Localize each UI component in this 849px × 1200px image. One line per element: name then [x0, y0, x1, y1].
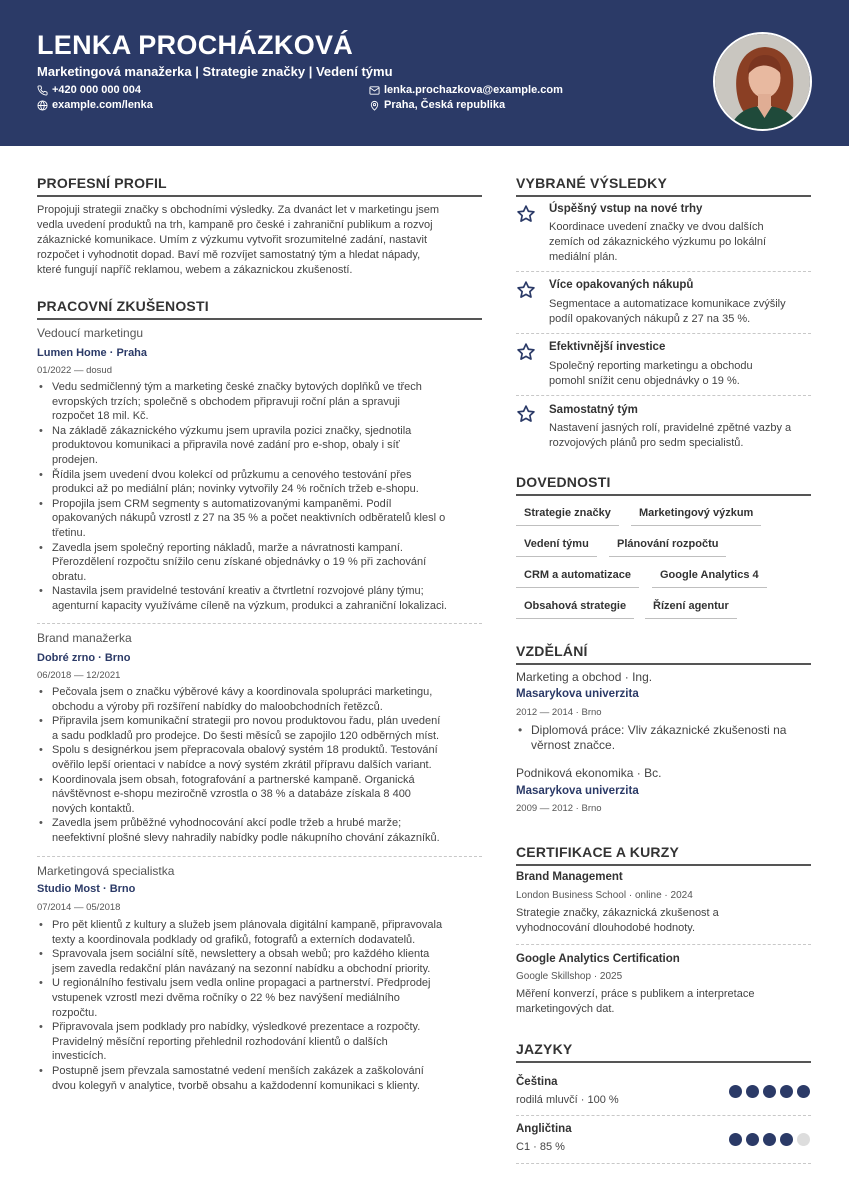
divider — [37, 623, 482, 624]
achievement-desc: Nastavení jasných rolí, pravidelné zpětné vazby a rozvojových plánů pro sedm specialistů. — [549, 422, 792, 449]
contact-email[interactable] — [369, 84, 563, 96]
phone-icon — [37, 85, 48, 96]
job-bullets — [37, 380, 487, 614]
cert-meta: Google Skillshop · 2025 — [516, 971, 623, 982]
job-dates: 07/2014 — 05/2018 — [37, 902, 121, 913]
achievements-section-title: VYBRANÉ VÝSLEDKY — [516, 175, 811, 197]
star-icon — [516, 280, 536, 300]
star-icon — [516, 404, 536, 424]
job-company: Dobré zrno · Brno — [37, 652, 131, 664]
cert-desc: Měření konverzí, práce s publikem a interpretace marketingových dat. — [516, 988, 755, 1015]
divider — [516, 271, 811, 272]
rating-dot — [780, 1133, 793, 1146]
profile-text — [37, 203, 487, 278]
profile-line: vedla uvedení produktů na trh, kampaně pro české i zahraniční publikum a rozvoj — [37, 219, 433, 231]
skill-tag: Řízení agentur — [645, 600, 737, 619]
job-company: Studio Most · Brno — [37, 883, 136, 895]
achievement-desc: Koordinace uvedení značky ve dvou dalších zemích od zákaznického výzkumu po lokální mediální plán. — [549, 221, 767, 263]
bullet-item: • Připravila jsem komunikační strategii pro novou produktovou řadu, plán uvedení a sadu podkladů pro prodejce. Do šesti měsíců se zapojilo 120 odběrných míst. — [37, 714, 487, 743]
website-text[interactable]: example.com/lenka — [52, 99, 153, 111]
bullet-item: • Propojila jsem CRM segmenty s automatizovanými kampaněmi. Podíl opakovaných nákupů vzrostl z 27 na 35 % a počet neaktivních odběratelů klesl o třetinu. — [37, 497, 487, 541]
language-rating — [729, 1085, 810, 1098]
bullet-item: • Spolu s designérkou jsem přepracovala obalový systém 18 produktů. Testování ověřilo lepší orientaci v nabídce a nový systém zkrátil přípravu dalších variant. — [37, 743, 487, 772]
language-level: C1 · 85 % — [516, 1141, 565, 1153]
divider — [516, 1163, 811, 1164]
phone-text: +420 000 000 004 — [52, 84, 142, 96]
education-section-title: VZDĚLÁNÍ — [516, 643, 811, 665]
achievement-title: Efektivnější investice — [549, 341, 666, 353]
bullet-item: • Na základě zákaznického výzkumu jsem upravila pozici značky, sjednotila produktovou komunikaci a připravila nové zadání pro e-shop, obaly i síť prodejen. — [37, 424, 487, 468]
candidate-name: LENKA PROCHÁZKOVÁ — [37, 30, 354, 60]
edu-dates: 2009 — 2012 · Brno — [516, 803, 602, 814]
divider — [516, 333, 811, 334]
edu-degree: Podniková ekonomika · Bc. — [516, 766, 662, 780]
header — [0, 0, 849, 146]
mail-icon — [369, 85, 380, 96]
language-rating — [729, 1133, 810, 1146]
cert-name: Brand Management — [516, 871, 623, 883]
contact-phone — [37, 84, 141, 96]
job-dates: 01/2022 — dosud — [37, 365, 113, 376]
achievement-desc: Společný reporting marketingu a obchodu pomohl snížit cenu objednávky o 19 %. — [549, 360, 753, 387]
profile-line: zákaznické komunikace. Umím z výzkumu vytvořit srozumitelné zadání, nastavit — [37, 234, 428, 246]
profile-section-title: PROFESNÍ PROFIL — [37, 175, 482, 197]
cert-meta: London Business School · online · 2024 — [516, 890, 693, 901]
divider — [516, 395, 811, 396]
skill-tag: Obsahová strategie — [516, 600, 634, 619]
edu-school: Masarykova univerzita — [516, 785, 639, 797]
rating-dot — [763, 1085, 776, 1098]
language-name: Angličtina — [516, 1123, 572, 1135]
job-title: Brand manažerka — [37, 631, 132, 645]
bullet-item: • Postupně jsem převzala samostatné vedení menších zakázek a zaškolování dvou kolegyň v analytice, tvorbě obsahu a každodenní komunikaci s klienty. — [37, 1064, 487, 1093]
email-text[interactable]: lenka.prochazkova@example.com — [384, 84, 563, 96]
bullet-item: • Diplomová práce: Vliv zákaznické zkušenosti na věrnost značce. — [516, 723, 811, 753]
bullet-item: • Připravovala jsem podklady pro nabídky, výsledkové prezentace a rozpočty. Pravidelný měsíční reporting přehlednil rozhodování klientů o dalších investicích. — [37, 1020, 487, 1064]
job-bullets — [37, 918, 487, 1093]
bullet-item: • Zavedla jsem společný reporting nákladů, marže a návratnosti kampaní. Přerozdělení rozpočtu snížilo cenu získané objednávky o 19 % při zachování obratu. — [37, 541, 487, 585]
rating-dot — [729, 1133, 742, 1146]
bullet-item: • Řídila jsem uvedení dvou kolekcí od průzkumu a cenového testování přes produkci až po mediální plán; novinky vytvořily 24 % ročních tržeb e-shopu. — [37, 468, 487, 497]
profile-photo — [713, 32, 812, 131]
rating-dot — [797, 1133, 810, 1146]
edu-school: Masarykova univerzita — [516, 688, 639, 700]
bullet-item: • Pečovala jsem o značku výběrové kávy a koordinovala spolupráci marketingu, obchodu a výroby při rozšíření nabídky do maloobchodních řetězců. — [37, 685, 487, 714]
edu-bullets — [516, 723, 811, 753]
skill-tag: Vedení týmu — [516, 538, 597, 557]
star-icon — [516, 342, 536, 362]
edu-degree: Marketing a obchod · Ing. — [516, 670, 653, 684]
bullet-item: • Nastavila jsem pravidelné testování kreativ a čtvrtletní rozvojové plány týmu; agenturní kapacity využíváme cíleně na výzkum, produkci a zahraniční lokalizaci. — [37, 584, 487, 613]
edu-dates: 2012 — 2014 · Brno — [516, 707, 602, 718]
profile-line: Propojuji strategii značky s obchodními výsledky. Za dvanáct let v marketingu jsem — [37, 204, 440, 216]
cert-name: Google Analytics Certification — [516, 953, 680, 965]
globe-icon — [37, 100, 48, 111]
rating-dot — [729, 1085, 742, 1098]
skill-tag: Marketingový výzkum — [631, 507, 761, 526]
languages-section-title: JAZYKY — [516, 1041, 811, 1063]
job-title: Marketingová specialistka — [37, 864, 175, 878]
job-title: Vedoucí marketingu — [37, 326, 144, 340]
skill-tag: CRM a automatizace — [516, 569, 639, 588]
location-pin-icon — [369, 100, 380, 111]
achievement-title: Samostatný tým — [549, 404, 638, 416]
skill-tag: Google Analytics 4 — [652, 569, 767, 588]
experience-section-title: PRACOVNÍ ZKUŠENOSTI — [37, 298, 482, 320]
bullet-item: • Spravovala jsem sociální sítě, newslettery a obsah webů; pro každého klienta jsem zavedla redakční plán navázaný na sezonní nabídku a obchodní priority. — [37, 947, 487, 976]
bullet-item: • U regionálního festivalu jsem vedla online propagaci a partnerství. Předprodej vstupenek vzrostl mezi dvěma ročníky o 22 % bez navýšení mediálního rozpočtu. — [37, 976, 487, 1020]
skill-tag: Plánování rozpočtu — [609, 538, 726, 557]
job-bullets — [37, 685, 487, 846]
divider — [37, 856, 482, 857]
language-name: Čeština — [516, 1076, 558, 1088]
profile-line: rozpočet i vyhodnotit dopad. Baví mě rozvíjet samostatný tým a hledat nápady, — [37, 249, 421, 261]
location-text: Praha, Česká republika — [384, 99, 506, 111]
rating-dot — [780, 1085, 793, 1098]
tagline: Marketingová manažerka | Strategie značky | Vedení týmu — [37, 64, 393, 79]
rating-dot — [746, 1085, 759, 1098]
job-company: Lumen Home · Praha — [37, 347, 148, 359]
language-level: rodilá mluvčí · 100 % — [516, 1094, 619, 1106]
rating-dot — [797, 1085, 810, 1098]
profile-line: které fungují napříč reklamou, webem a zákaznickou zkušeností. — [37, 264, 353, 276]
divider — [516, 1115, 811, 1116]
bullet-item: • Koordinovala jsem obsah, fotografování a partnerské kampaně. Organická návštěvnost e-shopu meziročně vzrostla o 38 % a databáze získala 8 400 nových kontaktů. — [37, 773, 487, 817]
skills-section-title: DOVEDNOSTI — [516, 474, 811, 496]
rating-dot — [763, 1133, 776, 1146]
bullet-item: • Zavedla jsem průběžné vyhodnocování akcí podle tržeb a hrubé marže; neefektivní plošné slevy nahradily nabídky podle nákupního chování zákazníků. — [37, 816, 487, 845]
star-icon — [516, 204, 536, 224]
cert-desc: Strategie značky, zákaznická zkušenost a vyhodnocování dlouhodobé hodnoty. — [516, 907, 719, 934]
job-dates: 06/2018 — 12/2021 — [37, 670, 121, 681]
contact-location — [369, 99, 505, 111]
contact-website[interactable] — [37, 99, 153, 111]
achievement-title: Úspěšný vstup na nové trhy — [549, 203, 703, 215]
achievement-title: Více opakovaných nákupů — [549, 279, 694, 291]
skill-tag: Strategie značky — [516, 507, 619, 526]
divider — [516, 944, 811, 945]
bullet-item: • Vedu sedmičlenný tým a marketing české značky bytových doplňků ve třech evropských trzích; společně s obchodem připravuji roční plán a spravuji rozpočet 18 mil. Kč. — [37, 380, 487, 424]
achievement-desc: Segmentace a automatizace komunikace zvýšily podíl opakovaných nákupů z 27 na 35 %. — [549, 298, 786, 325]
certifications-section-title: CERTIFIKACE A KURZY — [516, 844, 811, 866]
bullet-item: • Pro pět klientů z kultury a služeb jsem plánovala digitální kampaně, připravovala texty a koordinovala podklady od grafiků, fotografů a externích dodavatelů. — [37, 918, 487, 947]
rating-dot — [746, 1133, 759, 1146]
